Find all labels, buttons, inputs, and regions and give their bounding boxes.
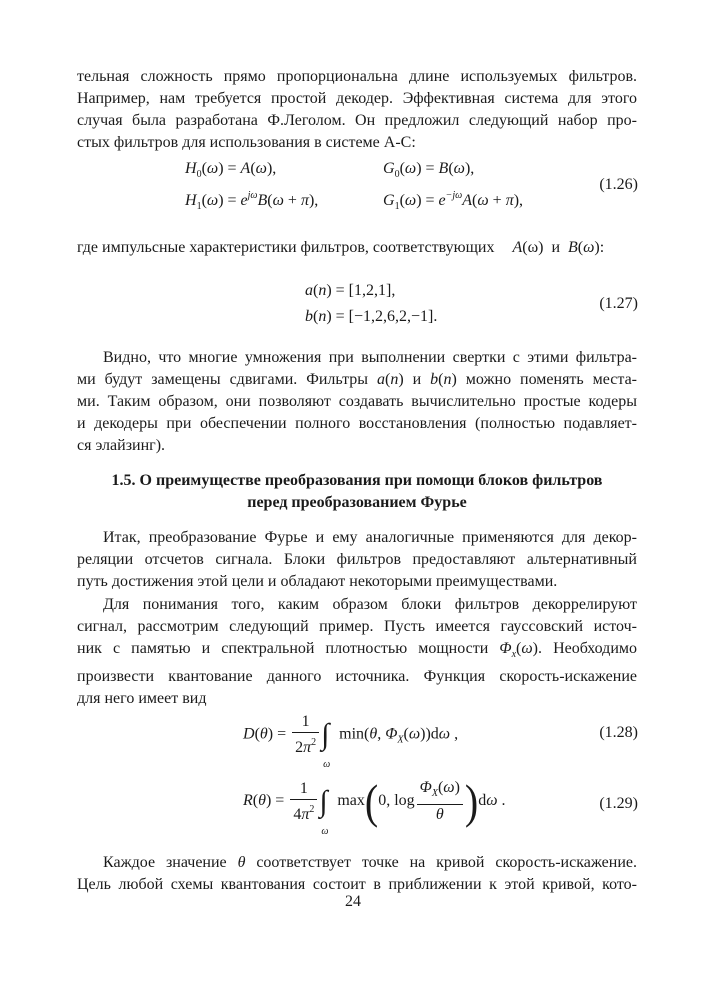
text-line: произвести квантование данного источника. Функция скорость-искажение: [77, 668, 637, 685]
text-conjunction: и: [551, 239, 560, 256]
paragraph-fourier: [77, 527, 637, 593]
paragraph-intro: [77, 66, 637, 154]
text-line: Каждое значение θ соответствует точке на кривой скорость-искажение.: [103, 854, 638, 871]
inline-formula: A(ω): [512, 239, 544, 256]
paragraph-shifts: [77, 347, 637, 457]
text-line: сигнал, рассмотрим следующий пример. Пусть имеется гауссовский источ-: [77, 618, 637, 635]
text-line: Для понимания того, каким образом блоки фильтров декоррелируют: [103, 596, 637, 613]
text-line: ся элайзинг).: [77, 437, 166, 454]
equation-distortion: D(θ) = $\frac{1}{2\pi^2}$ ∫ ω min(θ, $\Phi_X(\omega))d\omega$ ,: [243, 713, 459, 770]
text-line: Видно, что многие умножения при выполнении свертки с этими фильтра-: [103, 349, 637, 366]
inline-formula: B(ω): [568, 239, 600, 256]
text-line: для него имеет вид: [77, 690, 207, 707]
text-line: тельная сложность прямо пропорциональна длине используемых фильтров.: [77, 68, 637, 85]
heading-line: 1.5. О преимуществе преобразования при помощи блоков фильтров: [111, 472, 603, 489]
paragraph-example: [77, 594, 637, 710]
text-line: ми будут замещены сдвигами. Фильтры a(n) и b(n) можно поменять места-: [77, 371, 638, 388]
equation-g0: $G_0(\omega) = B(\omega)$,: [383, 160, 475, 180]
section-heading: [77, 470, 637, 514]
equation-number: (1.29): [599, 795, 638, 812]
text-line: случая была разработана Ф.Леголом. Он предложил следующий набор про-: [77, 112, 637, 129]
paragraph-curve: [77, 852, 637, 896]
equation-a-n: a(n) = [1,2,1],: [305, 282, 396, 299]
text-line: и декодеры при обеспечении полного восстановления (полностью подавляет-: [77, 415, 637, 432]
paragraph-impulse: где импульсные характеристики фильтров, соответствующих A(ω) и B(ω):: [77, 239, 605, 256]
equation-number: (1.26): [599, 176, 638, 193]
text-line: Итак, преобразование Фурье и ему аналогичные применяются для декор-: [103, 529, 637, 546]
equation-g1: $G_1(\omega) = e^{-j\omega}A(\omega + \pi)$,: [383, 190, 524, 212]
text-line: реляции отсчетов сигнала. Блоки фильтров предоставляют альтернативный: [77, 551, 637, 568]
page-number: 24: [345, 893, 361, 910]
heading-line: перед преобразованием Фурье: [247, 494, 467, 511]
equation-number: (1.28): [599, 724, 638, 741]
text-line: ник с памятью и спектральной плотностью мощности $\Phi_x(\omega)$. Необходимо: [77, 640, 638, 660]
equation-rate: R(θ) = $\frac{1}{4\pi^2}$ ∫ ω max(0, log $\frac{\Phi_X(\omega)}{\theta}$ )dω .: [243, 773, 506, 837]
equation-h1: $H_1(\omega) = e^{j\omega}B(\omega + \pi)$,: [185, 190, 319, 212]
text-line: Например, нам требуется простой декодер. Эффективная система для этого: [77, 90, 637, 107]
equation-number: (1.27): [599, 295, 638, 312]
text-line: стых фильтров для использования в системе А-С:: [77, 134, 416, 151]
text-line: где импульсные характеристики фильтров, соответствующих: [77, 239, 495, 256]
equation-h0: $H_0(\omega) = A(\omega)$,: [185, 160, 277, 180]
equation-b-n: b(n) = [−1,2,6,2,−1].: [305, 308, 438, 325]
text-line: путь достижения этой цели и обладают некоторыми преимуществами.: [77, 573, 558, 590]
text-line: Цель любой схемы квантования состоит в приближении к этой кривой, кото-: [77, 876, 637, 893]
text-line: ми. Таким образом, они позволяют создавать вычислительно простые кодеры: [77, 393, 637, 410]
